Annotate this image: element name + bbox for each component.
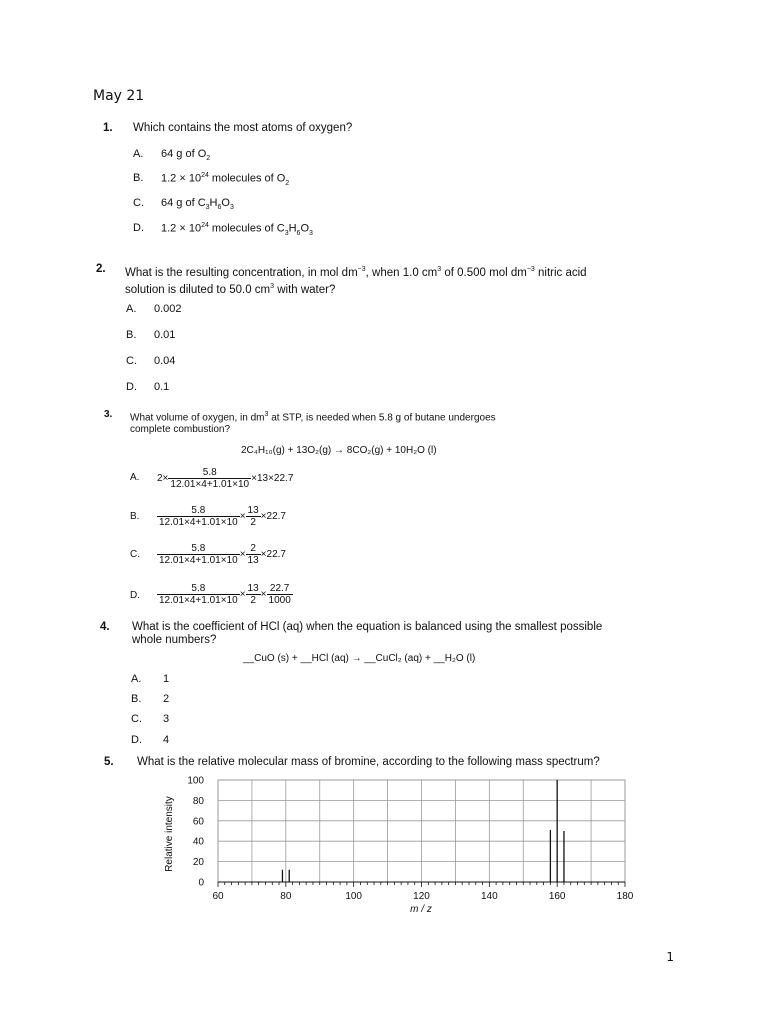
y-tick-label: 40 xyxy=(192,836,204,848)
q1-option-d-letter: D. xyxy=(133,222,144,234)
y-tick-label: 80 xyxy=(192,795,204,807)
q4-option-a-text: 1 xyxy=(163,673,170,685)
question-4-number: 4. xyxy=(100,621,110,633)
x-tick-label: 140 xyxy=(480,891,498,902)
q3-option-a-expression: 2× $\frac{5.8}{12.01\times 4+1.01\times 10}$ ×13×22.7 xyxy=(157,467,294,490)
q1-option-a-letter: A. xyxy=(133,148,144,160)
q4-option-b-letter: B. xyxy=(131,693,142,705)
x-tick-label: 80 xyxy=(280,891,292,902)
q2-option-c-text: 0.04 xyxy=(154,355,176,367)
q4-option-c-letter: C. xyxy=(131,713,142,725)
question-1-text: Which contains the most atoms of oxygen? xyxy=(133,122,353,134)
y-tick-label: 0 xyxy=(198,877,204,889)
q2-option-a-text: 0.002 xyxy=(154,303,182,315)
question-2-number: 2. xyxy=(96,263,106,275)
q4-option-a-letter: A. xyxy=(131,673,142,685)
q4-option-d-letter: D. xyxy=(131,734,142,746)
question-3-text: What volume of oxygen, in $dm^3$ at STP, is needed when 5.8 g of butane undergoes complete combustion? xyxy=(130,411,496,436)
y-tick-label: 20 xyxy=(192,857,204,869)
q3-option-a-letter: A. xyxy=(130,472,140,483)
q3-option-c-expression: $\frac{5.8}{12.01\times 4+1.01\times 10}$ × $\frac{2}{13}$ ×22.7 xyxy=(159,543,286,566)
q4-option-c-text: 3 xyxy=(163,713,170,725)
chart-ticks xyxy=(218,882,625,887)
butane-combustion-equation: 2C₄H₁₀(g) + 13O₂(g) → 8CO₂(g) + 10H₂O (l) xyxy=(241,445,437,456)
q2-option-b-letter: B. xyxy=(126,329,137,341)
x-axis-label: m / z xyxy=(410,904,432,915)
page-number: 1 xyxy=(666,950,674,964)
q2-option-a-letter: A. xyxy=(126,303,137,315)
q3-option-b-expression: $\frac{5.8}{12.01\times 4+1.01\times 10}$ × $\frac{13}{2}$ ×22.7 xyxy=(159,505,286,528)
mass-spectrum-chart xyxy=(150,772,640,920)
q2-option-d-letter: D. xyxy=(126,381,137,393)
q4-option-d-text: 4 xyxy=(163,734,170,746)
q1-option-a-text: 64 g of $O_2$ xyxy=(161,148,211,163)
question-1-number: 1. xyxy=(103,122,113,134)
q3-option-b-letter: B. xyxy=(130,511,140,522)
y-tick-label: 60 xyxy=(192,816,204,828)
question-4-text: What is the coefficient of HCl (aq) when the equation is balanced using the smallest possible whole numbers? xyxy=(132,621,603,646)
q2-option-d-text: 0.1 xyxy=(154,381,170,393)
q3-option-d-expression: $\frac{5.8}{12.01\times 4+1.01\times 10}$ × $\frac{13}{2}$ × $\frac{22.7}{1000}$ xyxy=(159,583,291,606)
q2-option-b-text: 0.01 xyxy=(154,329,176,341)
q1-option-b-letter: B. xyxy=(133,172,144,184)
question-5-text: What is the relative molecular mass of bromine, according to the following mass spectrum? xyxy=(137,756,600,768)
question-5-number: 5. xyxy=(104,756,114,768)
copper-oxide-equation: __CuO (s) + __HCl (aq) → __CuCl₂ (aq) + __H₂O (l) xyxy=(243,653,476,664)
chart-tick-labels xyxy=(187,776,633,903)
question-3-number: 3. xyxy=(104,409,113,420)
page-heading: May 21 xyxy=(93,88,145,104)
q1-option-b-text: $1.2 \times 10^{24}$ molecules of $O_2$ xyxy=(161,172,290,187)
q1-option-c-text: 64 g of $C_3H_6O_3$ xyxy=(161,197,234,212)
x-tick-label: 180 xyxy=(616,891,634,902)
x-tick-label: 60 xyxy=(212,891,224,902)
y-tick-label: 100 xyxy=(187,775,204,787)
question-2-text: What is the resulting concentration, in mol $dm^{-3}$, when 1.0 $cm^3$ of 0.500 mol $dm^{-3}$ nitric acid solution is diluted to 50.0 $cm^3$ with water? xyxy=(125,266,587,296)
q4-option-b-text: 2 xyxy=(163,693,170,705)
x-tick-label: 120 xyxy=(413,891,430,902)
q3-option-d-letter: D. xyxy=(130,590,140,601)
q1-option-c-letter: C. xyxy=(133,197,144,209)
q2-option-c-letter: C. xyxy=(126,355,137,367)
q1-option-d-text: $1.2 \times 10^{24}$ molecules of $C_3H_6O_3$ xyxy=(161,222,313,237)
x-tick-label: 160 xyxy=(548,891,566,902)
y-axis-label: Relative intensity xyxy=(164,796,175,872)
q3-option-c-letter: C. xyxy=(130,549,140,560)
chart-bars xyxy=(282,780,564,882)
x-tick-label: 100 xyxy=(345,891,363,902)
